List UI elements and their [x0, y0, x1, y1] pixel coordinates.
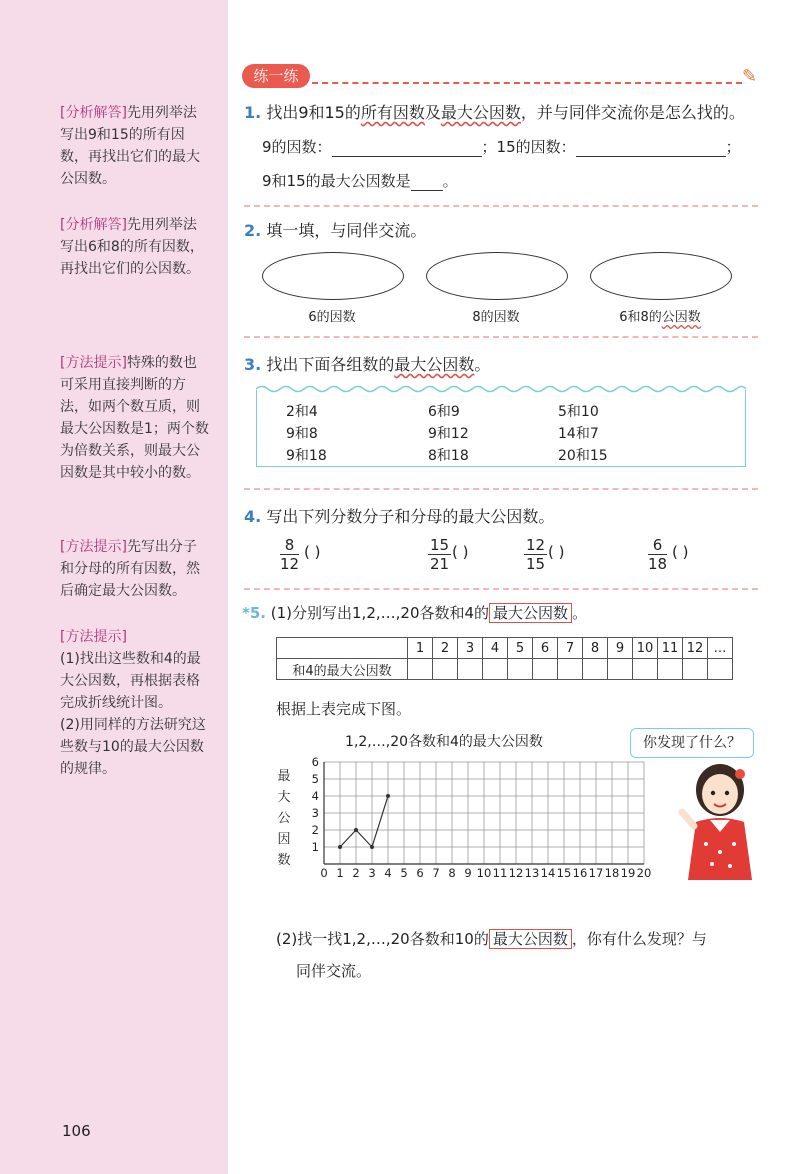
table-cell[interactable] [508, 659, 533, 680]
x-tick-label: 18 [604, 866, 620, 880]
factors-of-8-label: 8的因数 [472, 310, 520, 325]
common-factors-label: 6和8的公因数 [619, 310, 701, 325]
question-1: 1. 找出9和15的所有因数及最大公因数，并与同伴交流你是怎么找的。 [244, 103, 745, 122]
x-tick-label: 16 [572, 866, 588, 880]
sidebar-tip-4: [方法提示]先写出分子和分母的所有因数，然后确定最大公因数。 [60, 539, 200, 599]
table-cell[interactable] [458, 659, 483, 680]
factors-of-6-ellipse[interactable] [262, 252, 404, 300]
common-factors-ellipse[interactable] [590, 252, 732, 300]
x-tick-label: 13 [524, 866, 540, 880]
y-axis-label-char: 数 [277, 853, 291, 868]
table-cell[interactable] [708, 659, 733, 680]
chart-title: 1,2,…,20各数和4的最大公因数 [345, 734, 543, 750]
table-cell[interactable] [633, 659, 658, 680]
group-cell: 6和9 [428, 404, 460, 420]
y-tick-label: 5 [311, 772, 319, 786]
y-axis-label-char: 大 [277, 790, 291, 805]
table-header: 10 [633, 638, 658, 659]
divider [244, 336, 758, 338]
group-cell: 9和18 [286, 448, 327, 464]
fraction-4: $\frac{6}{18}$ [648, 536, 668, 573]
question-1-line2: 9的因数： ；15的因数： ； [262, 138, 741, 156]
divider [244, 488, 758, 490]
x-tick-label: 15 [556, 866, 572, 880]
group-cell: 9和8 [286, 426, 318, 442]
table-cell[interactable] [433, 659, 458, 680]
table-header: 7 [558, 638, 583, 659]
table-header: 12 [683, 638, 708, 659]
fraction-3: $\frac{12}{15}$ [526, 536, 546, 573]
x-tick-label: 10 [476, 866, 492, 880]
table-cell[interactable] [408, 659, 433, 680]
sidebar-tip-1: [分析解答]先用列举法写出9和15的所有因数，再找出它们的最大公因数。 [60, 105, 200, 187]
sidebar-tip-3: [方法提示]特殊的数也可采用直接判断的方法，如两个数互质，则最大公因数是1；两个数为倍数关系，则最大公因数是其中较小的数。 [60, 355, 209, 481]
x-tick-label: 20 [636, 866, 652, 880]
x-tick-label: 1 [336, 866, 344, 880]
fraction-2: $\frac{15}{21}$ [430, 536, 450, 573]
table-header: 1 [408, 638, 433, 659]
table-header: … [708, 638, 733, 659]
x-tick-label: 2 [352, 866, 360, 880]
girl-illustration [672, 760, 762, 880]
group-cell: 5和10 [558, 404, 599, 420]
sidebar-tip-2: [分析解答]先用列举法写出6和8的所有因数，再找出它们的公因数。 [60, 217, 204, 277]
factors-of-9-blank[interactable] [332, 156, 482, 157]
x-tick-label: 9 [464, 866, 472, 880]
x-tick-label: 19 [620, 866, 636, 880]
section-title: 练一练 [242, 64, 310, 88]
question-3: 3. 找出下面各组数的最大公因数。 [244, 355, 491, 374]
data-point [338, 845, 342, 849]
x-tick-label: 6 [416, 866, 424, 880]
x-tick-label: 5 [400, 866, 408, 880]
table-header: 3 [458, 638, 483, 659]
group-cell: 8和18 [428, 448, 469, 464]
gcd-table [276, 637, 733, 680]
page-number: 106 [62, 1122, 91, 1140]
table-cell[interactable] [683, 659, 708, 680]
x-tick-label: 17 [588, 866, 604, 880]
question-5: *5. (1)分别写出1,2,…,20各数和4的 最大公因数 。 [242, 604, 588, 622]
y-tick-label: 4 [311, 789, 319, 803]
answer-paren-3[interactable]: ( ) [548, 543, 565, 561]
pencil-icon: ✎ [742, 66, 758, 87]
factors-of-15-blank[interactable] [576, 156, 726, 157]
table-header: 2 [433, 638, 458, 659]
number-groups-box [256, 390, 746, 467]
fraction-1: $\frac{8}{12}$ [280, 536, 300, 573]
table-cell[interactable] [558, 659, 583, 680]
divider [244, 205, 758, 207]
question-1-line3: 9和15的最大公因数是 。 [262, 172, 458, 190]
title-divider [312, 82, 742, 84]
y-tick-label: 6 [311, 755, 319, 769]
factors-of-6-label: 6的因数 [308, 310, 356, 325]
table-header: 6 [533, 638, 558, 659]
table-header: 8 [583, 638, 608, 659]
data-point [370, 845, 374, 849]
table-cell[interactable] [483, 659, 508, 680]
gcd-line-chart [270, 728, 660, 888]
y-axis-label-char: 因 [277, 832, 291, 847]
answer-paren-1[interactable]: ( ) [304, 543, 321, 561]
x-tick-label: 11 [492, 866, 508, 880]
group-cell: 9和12 [428, 426, 469, 442]
table-cell[interactable] [583, 659, 608, 680]
table-header: 9 [608, 638, 633, 659]
question-5-part-2-line2: 同伴交流。 [296, 962, 372, 980]
x-tick-label: 0 [320, 866, 328, 880]
y-axis-label-char: 最 [277, 769, 291, 784]
answer-paren-2[interactable]: ( ) [452, 543, 469, 561]
table-header: 11 [658, 638, 683, 659]
data-point [354, 828, 358, 832]
table-corner [277, 638, 408, 659]
divider [244, 588, 758, 590]
x-tick-label: 3 [368, 866, 376, 880]
question-5-part-2: (2)找一找1,2,…,20各数和10的 最大公因数 ，你有什么发现？与 [276, 930, 707, 948]
series-line [340, 796, 388, 847]
y-tick-label: 2 [311, 823, 319, 837]
table-cell[interactable] [608, 659, 633, 680]
group-cell: 20和15 [558, 448, 608, 464]
x-tick-label: 8 [448, 866, 456, 880]
group-cell: 2和4 [286, 404, 318, 420]
x-tick-label: 4 [384, 866, 392, 880]
gcd-9-15-blank[interactable] [411, 190, 443, 191]
y-axis-label-char: 公 [277, 811, 291, 826]
x-tick-label: 12 [508, 866, 524, 880]
factors-of-8-ellipse[interactable] [426, 252, 568, 300]
chart-instruction: 根据上表完成下图。 [276, 700, 412, 718]
x-tick-label: 7 [432, 866, 440, 880]
sidebar-tip-5: [方法提示] (1)找出这些数和4的最大公因数，再根据表格完成折线统计图。 (2)用同样的方法研究这些数与10的最大公因数的规律。 [60, 629, 206, 777]
table-cell[interactable] [533, 659, 558, 680]
table-cell[interactable] [658, 659, 683, 680]
group-cell: 14和7 [558, 426, 599, 442]
table-row-label: 和4的最大公因数 [277, 659, 408, 680]
data-point [386, 794, 390, 798]
table-header: 5 [508, 638, 533, 659]
y-tick-label: 3 [311, 806, 319, 820]
question-4: 4. 写出下列分数分子和分母的最大公因数。 [244, 507, 555, 526]
x-tick-label: 14 [540, 866, 556, 880]
table-header: 4 [483, 638, 508, 659]
y-tick-label: 1 [311, 840, 319, 854]
question-2: 2. 填一填，与同伴交流。 [244, 221, 427, 240]
answer-paren-4[interactable]: ( ) [672, 543, 689, 561]
speech-bubble: 你发现了什么？ [630, 728, 754, 758]
